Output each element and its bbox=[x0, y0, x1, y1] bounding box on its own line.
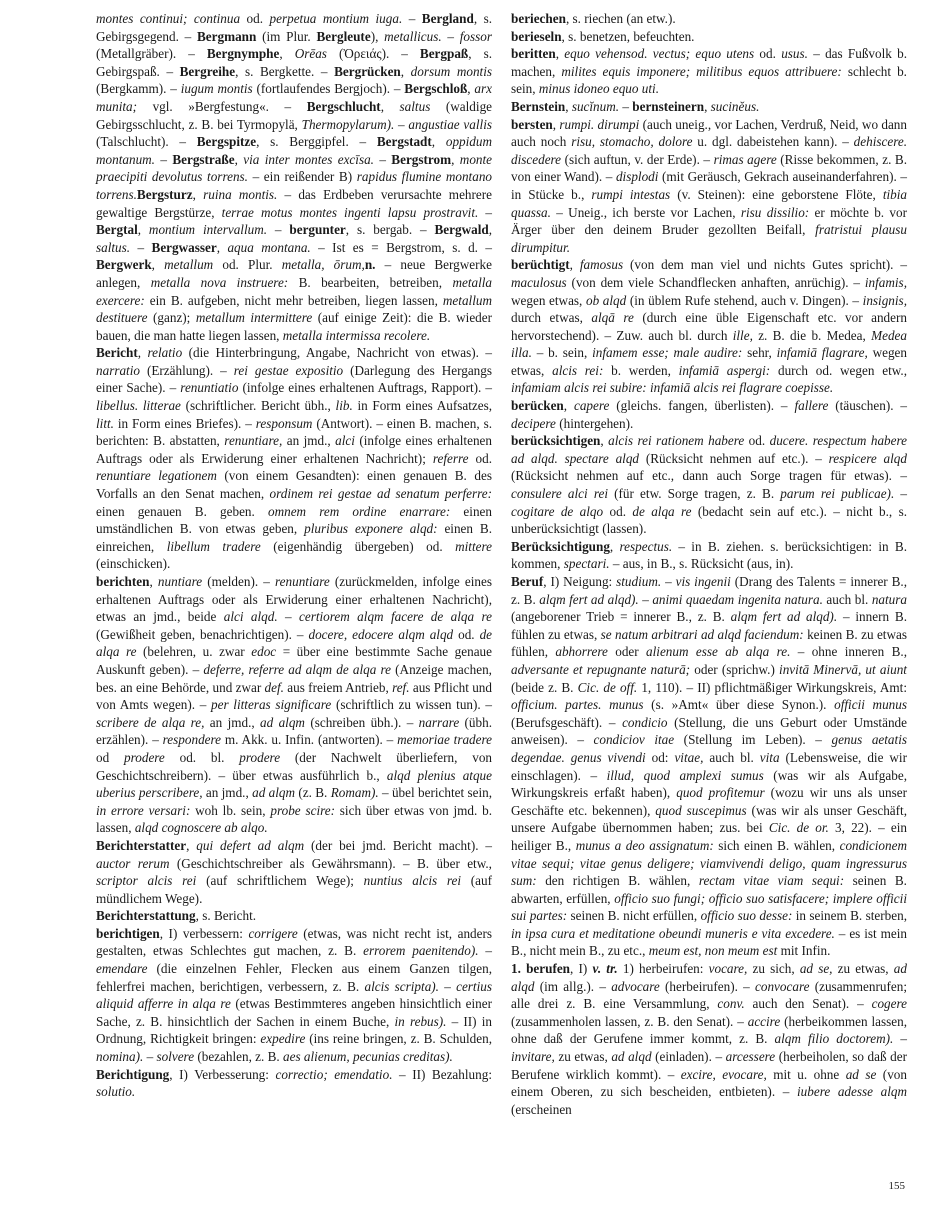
page-number: 155 bbox=[888, 1180, 905, 1192]
right-column bbox=[511, 10, 907, 1118]
entry-beruecksichtigen: berücksichtigen, alcis rei rationem habere od. ducere. respectum habere ad alqd. spectare alqd (Rücksicht nehmen auf etc.). – respicere alqd (Rücksicht nehmen auf etc., dann auch Sorge tragen für etwas). – consulere alci rei (für etw. Sorge tragen, z. B. parum rei publicae). – cogitare de alqo od. de alqa re (bedacht sein auf etc.). – nicht b., s. unberücksichtigt (lassen). bbox=[511, 433, 908, 537]
entry-bericht: Bericht, relatio (die Hinterbringung, Angabe, Nachricht von etwas). – narratio (Erzählung). – rei gestae expositio (Darlegung des Hergangs einer Sache). – renuntiatio (infolge eines erhaltenen Auftrags, Rapport). – libellus. litterae (schriftlicher. Bericht übh., lib. in Form eines Aufsatzes, litt. in Form eines Briefes). – responsum (Antwort). – einen B. machen, s. berichten: B. abstatten, renuntiare, an jmd., alci (infolge eines erhaltenen Auftrags oder als Erwiderung einer erhaltenen Nachricht); referre od. renuntiare legationem (von einem Gesandten): einen genauen B. des Vorfalls an den Senat machen, ordinem rei gestae ad senatum perferre: einen genauen B. geben. omnem rem ordine enarrare: einen umständlichen B. von etwas geben, pluribus exponere alqd: einen B. einreichen, libellum tradere (eigenhändig übergeben) od. mittere (einschicken). bbox=[96, 345, 493, 572]
entry-berieseln: berieseln, s. benetzen, befeuchten. bbox=[511, 28, 695, 44]
entry-berichtigung: Berichtigung, I) Verbesserung: correctio; emendatio. – II) Bezahlung: solutio. bbox=[96, 1066, 492, 1100]
entry-beriechen: beriechen, s. riechen (an etw.). bbox=[511, 11, 676, 26]
entry-berichterstattung: Berichterstattung, s. Bericht. bbox=[96, 908, 257, 924]
entry-berufen: 1. berufen, I) v. tr. 1) herbeirufen: vocare, zu sich, ad se, zu etwas, ad alqd (im allg.). – advocare (herbeirufen). – convocare (zusammenrufen; alle drei z. B. eine Versammlung, conv. auch den Senat). – cogere (zusammenholen lassen, z. B. den Senat). – accire (herbeikommen lassen, ohne daß der Gerufene immer kommt, z. B. alqm filio doctorem). – invitare, zu etwas, ad alqd (einladen). – arcessere (herbeiholen, so daß der Berufene wirklich kommt). – excire, evocare, mit u. ohne ad se (von einem Oberen, zu sich bescheiden, entbieten). – iubere adesse alqm (erscheinen bbox=[511, 961, 908, 1117]
entry-berichterstatter: Berichterstatter, qui defert ad alqm (der bei jmd. Bericht macht). – auctor rerum (Geschichtschreiber als Gewährsmann). – B. über etw., scriptor alcis rei (auf schriftlichem Wege); nuntius alcis rei (auf mündlichem Wege). bbox=[96, 837, 492, 906]
entry-beruecken: berücken, capere (gleichs. fangen, überlisten). – fallere (täuschen). – decipere (hintergehen). bbox=[511, 398, 908, 431]
entry-berg-compounds: montes continui; continua od. perpetua montium iuga. – Bergland, s. Gebirgsgegend. – Bergmann (im Plur. Bergleute), metallicus. – fossor (Metallgräber). – Bergnymphe, Orēas (Ὀρειάς). – Bergpaß, s. Gebirgspaß. – Bergreihe, s. Bergkette. – Bergrücken, dorsum montis (Bergkamm). – iugum montis (fortlaufendes Bergjoch). – Bergschloß, arx munita; vgl. »Bergfestung«. – Bergschlucht, saltus (waldige Gebirgsschlucht, z. B. bei Tyrmopylä, Thermopylarum). – angustiae vallis (Talschlucht). – Bergspitze, s. Berggipfel. – Bergstadt, oppidum montanum. – Bergstraße, via inter montes excīsa. – Bergstrom, monte praecipiti devolutus torrens. – ein reißender B) rapidus flumine montano torrens.Bergsturz, ruina montis. – das Erdbeben verursachte mehrere gewaltige Bergstürze, terrae motus montes ingenti lapsu prostravit. – Bergtal, montium intervallum. – bergunter, s. bergab. – Bergwald, saltus. – Bergwasser, aqua montana. – Ist es = Bergstrom, s. d. – Bergwerk, metallum od. Plur. metalla, ōrum,n. – neue Bergwerke anlegen, metalla nova instruere: B. bearbeiten, betreiben, metalla exercere: ein B. aufgeben, nicht mehr betreiben, liegen lassen, metallum destituere (ganz); metallum intermittere (auf einige Zeit): die B. wieder bauen, die man hatte liegen lassen, metalla intermissa recolere. bbox=[96, 11, 493, 343]
entry-beruecksichtigung: Berücksichtigung, respectus. – in B. ziehen. s. berücksichtigen: in B. kommen, spectari. – aus, in B., s. Rücksicht (aus, in). bbox=[511, 538, 908, 572]
entry-beruechtigt: berüchtigt, famosus (von dem man viel und nichts Gutes spricht). – maculosus (von dem viele Schandflecken anhaften, anrüchig). – infamis, wegen etwas, ob alqd (in üblem Rufe stehend, auch v. Dingen). – insignis, durch etwas, alqā re (durch eine üble Eigenschaft etc. vor andern hervorstechend). – Zuw. auch bl. durch ille, z. B. die b. Medea, Medea illa. – b. sein, infamem esse; male audire: sehr, infamiā flagrare, wegen etwas, alcis rei: b. werden, infamiā aspergi: durch od. wegen etw., infamiam alcis rei subire: infamiā alcis rei flagrare coepisse. bbox=[511, 257, 907, 396]
left-column bbox=[96, 10, 492, 1101]
entry-bernstein: Bernstein, sucĭnum. – bernsteinern, sucinĕus. bbox=[511, 98, 760, 114]
entry-berichten: berichten, nuntiare (melden). – renuntiare (zurückmelden, infolge eines erhaltenen Auftrags oder als Erwiderung einer erhaltenen Nachricht), etwas an jmd., beide alci alqd. – certiorem alqm facere de alqa re (Gewißheit geben, benachrichtigen). – docere, edocere alqm alqd od. de alqa re (belehren, u. zwar edoc = über eine bestimmte Sache genaue Auskunft geben). – deferre, referre ad alqm de alqa re (Anzeige machen, bes. an eine Behörde, und zwar def. aus freiem Antrieb, ref. aus Pflicht und von Amts wegen). – per litteras significare (schriftlich zu wissen tun). – scribere de alqa re, an jmd., ad alqm (schreiben übh.). – narrare (übh. erzählen). – respondere m. Akk. u. Infin. (antworten). – memoriae tradere od prodere od. bl. prodere (der Nachwelt überliefern, von Geschichtschreibern). – über etwas ausführlich b., alqd plenius atque uberius perscribere, an jmd., ad alqm (z. B. Romam). – übel berichtet sein, in errore versari: woh lb. sein, probe scire: sich über etwas von jmd. b. lassen, alqd cognoscere ab alqo. bbox=[96, 574, 493, 836]
entry-bersten: bersten, rumpi. dirumpi (auch uneig., vor Lachen, Verdruß, Neid, wo dann auch noch risu, stomacho, dolore u. dgl. dabeistehen kann). – dehiscere. discedere (sich auftun, v. der Erde). – rimas agere (Risse bekommen, z. B. von einer Wand). – displodi (mit Geräusch, Gekrach auseinanderfahren). – in Stücke b., rumpi intestas (v. Steinen): eine geborstene Flöte, tibia quassa. – Uneig., ich berste vor Lachen, risu dissilio: er möchte b. vor Ärger über den deinem Bruder gezollten Beifall, fratristui plausu dirumpitur. bbox=[511, 116, 908, 255]
entry-beritten: beritten, equo vehensod. vectus; equo utens od. usus. – das Fußvolk b. machen, milites equis imponere; militibus equos attribuere: schlecht b. sein, minus idoneo equo uti. bbox=[511, 46, 908, 97]
entry-berichtigen: berichtigen, I) verbessern: corrigere (etwas, was nicht recht ist, anders gestalten, etwas Schlechtes gut machen, z. B. errorem paenitendo). – emendare (die einzelnen Fehler, Flecken aus einem Ganzen tilgen, fehlerfrei machen, berichtigen, verbessern, z. B. alcis scripta). – certius aliquid afferre in alqa re (etwas Bestimmteres angeben hinsichtlich einer Sache, z. B. hinsichtlich der Sachen in einem Buche, in rebus). – II) in Ordnung, Richtigkeit bringen: expedire (ins reine bringen, z. B. Schulden, nomina). – solvere (bezahlen, z. B. aes alienum, pecunias creditas). bbox=[96, 925, 493, 1065]
entry-beruf: Beruf, I) Neigung: studium. – vis ingenii (Drang des Talents = innerer B., z. B. alqm fert ad alqd). – animi quaedam ingenita natura. auch bl. natura (angeborener Trieb = innerer B., z. B. alqm fert ad alqd). – innern B. fühlen zu etwas, se natum arbitrari ad alqd faciendum: keinen B. zu etwas fühlen, abhorrere oder alienum esse ab alqa re. – ohne inneren B., adversante et repugnante naturā; oder (sprichw.) invitā Minervā, ut aiunt (beide z. B. Cic. de off. 1, 110). – II) pflichtmäßiger Wirkungskreis, Amt: officium. partes. munus (s. »Amt« über diese Synon.). officii munus (Berufsgeschäft). – condicio (Stellung, die uns Geburt oder Umstände anweisen). – condiciov itae (Stellung im Leben). – genus aetatis degendae. genus vivendi od: vitae, auch bl. vita (Lebensweise, die wir einschlagen). – illud, quod amplexi sumus (was wir als Aufgabe, Wirkungskreis erfaßt haben), quod profitemur (wozu wir uns als unser Geschäfte etc. bekennen), quod suscepimus (was wir als unser Geschäft, unsere Aufgabe übernommen haben; zus. bei Cic. de or. 3, 22). – ein heiliger B., munus a deo assignatum: sich einen B. wählen, condicionem vitae sequi; vitae genus deligere; viamvivendi deligo, quam ingressurus sum: den richtigen B. wählen, rectam vitae viam sequi: seinen B. abwarten, erfüllen, officio suo fungi; officio suo satisfacere; implere officii sui partes: seinen B. nicht erfüllen, officio suo desse: in seinem B. sterben, in ipsa cura et meditatione obeundi muneris e vita excedere. – es ist mein B., nicht mein B., zu etc., meum est, non meum est mit Infin. bbox=[511, 574, 907, 959]
